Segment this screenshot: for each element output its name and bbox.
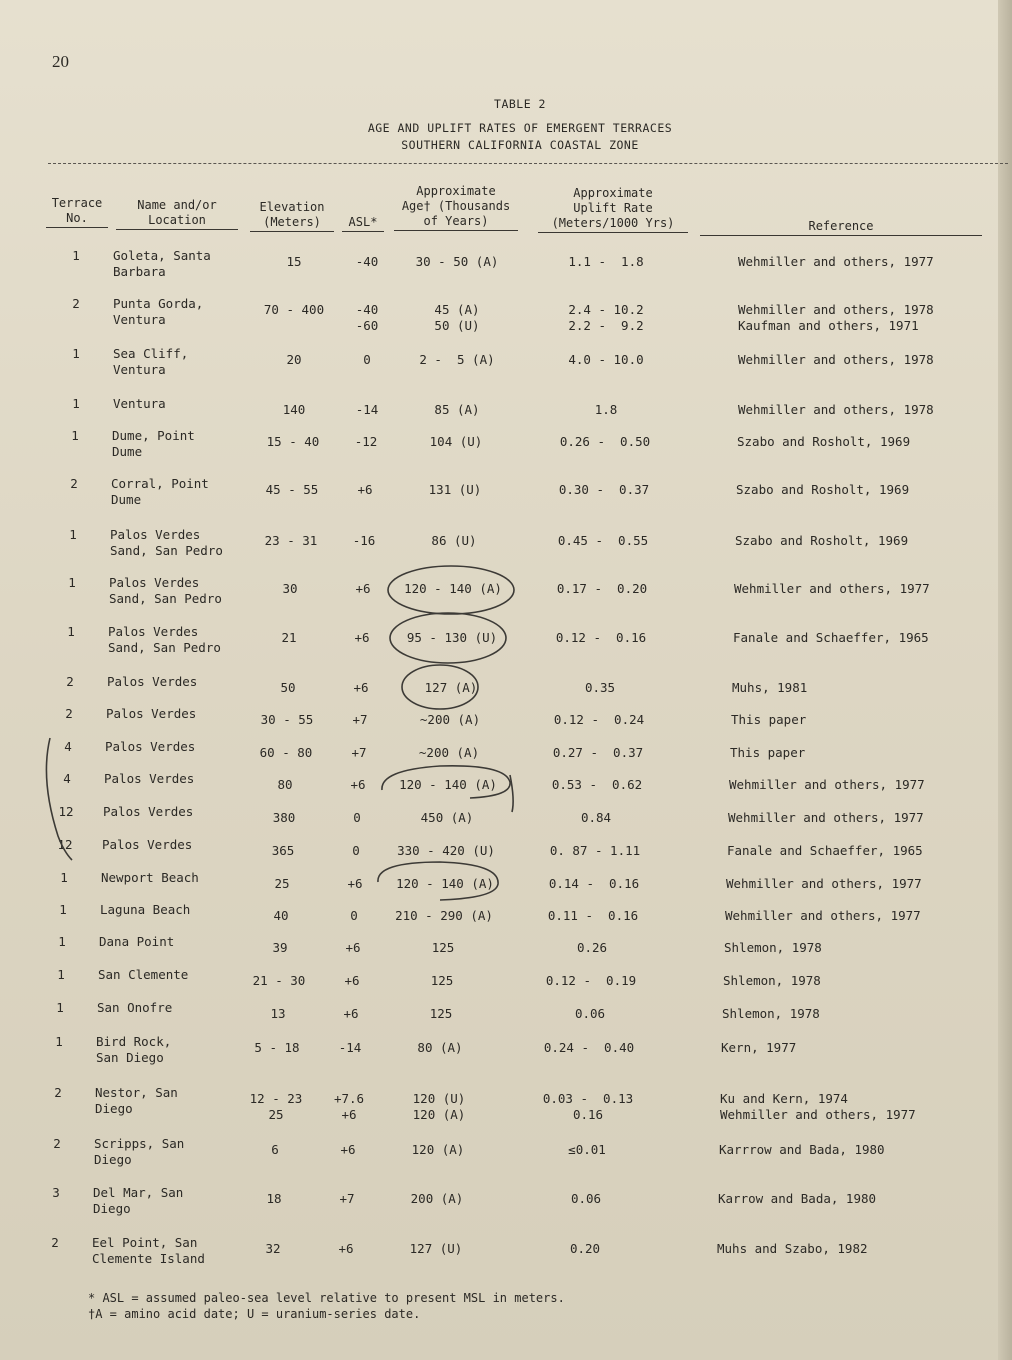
cell-ref: This paper [731,712,807,727]
cell-rate: 0.26 [576,940,608,955]
cell-age: 330 - 420 (U) [397,843,495,858]
cell-rate: 0.26 - 0.50 [559,434,651,449]
cell-elev: 13 [270,1006,286,1021]
cell-name: Sand, San Pedro [108,640,221,655]
cell-elev: 39 [272,940,288,955]
cell-ref: Szabo and Rosholt, 1969 [736,482,910,497]
cell-elev: 25 [274,876,290,891]
cell-name: Scripps, San [94,1136,185,1151]
cell-asl: +6 [350,777,366,792]
header-rate-line2: Uplift Rate [573,201,653,215]
cell-elev: 6 [271,1142,279,1157]
cell-name: Diego [95,1101,133,1116]
table-number: TABLE 2 [494,97,546,111]
cell-name: Eel Point, San [92,1235,198,1250]
cell-name: San Diego [96,1050,164,1065]
cell-ref: Wehmiller and others, 1978 [738,402,934,417]
cell-name: Ventura [113,396,166,411]
cell-elev: 45 - 55 [265,482,319,497]
cell-name: Punta Gorda, [113,296,204,311]
cell-no: 4 [63,771,71,786]
cell-age: ~200 (A) [418,745,480,760]
cell-rate: 0.14 - 0.16 [548,876,640,891]
cell-ref: Fanale and Schaeffer, 1965 [733,630,929,645]
cell-elev: 380 [272,810,296,825]
cell-asl: -14 [338,1040,362,1055]
cell-asl: +6 [343,1006,359,1021]
cell-age: 120 (A) [411,1142,465,1157]
cell-name: Bird Rock, [96,1034,172,1049]
cell-name: Palos Verdes [109,575,200,590]
cell-asl: +6 [357,482,373,497]
cell-rate: 0.12 - 0.19 [545,973,637,988]
cell-no: 1 [56,1000,64,1015]
cell-no: 1 [72,396,80,411]
cell-ref: Szabo and Rosholt, 1969 [735,533,909,548]
cell-asl: +6 [347,876,363,891]
cell-age: 125 [429,1006,453,1021]
cell-age: 85 (A) [434,402,480,417]
cell-age: 120 - 140 (A) [396,876,494,891]
cell-rate: 0.06 [570,1191,602,1206]
header-terrace-line1: Terrace [51,196,103,210]
cell-age: 50 (U) [434,318,480,333]
header-terrace-line2: No. [46,211,108,228]
header-name-line2: Location [116,213,238,230]
cell-asl: +6 [340,1142,356,1157]
cell-name: Palos Verdes [108,624,199,639]
cell-rate: 0.12 - 0.24 [553,712,645,727]
header-asl [342,215,384,232]
cell-elev: 25 [268,1107,284,1122]
cell-age: 210 - 290 (A) [395,908,493,923]
cell-rate: 0.30 - 0.37 [558,482,650,497]
cell-ref: Wehmiller and others, 1977 [738,254,934,269]
cell-asl: +7 [351,745,367,760]
cell-age: 125 [430,973,454,988]
cell-rate: 0.11 - 0.16 [547,908,639,923]
cell-name: Palos Verdes [105,739,196,754]
table-row [0,1034,1000,1082]
cell-no: 1 [59,902,67,917]
cell-ref: Muhs, 1981 [732,680,808,695]
cell-rate: 0.16 [572,1107,604,1122]
table-row [0,1185,1000,1233]
cell-asl: +7 [339,1191,355,1206]
cell-elev: 140 [282,402,306,417]
cell-rate: ≤0.01 [568,1142,606,1157]
cell-asl: +6 [341,1107,357,1122]
cell-elev: 20 [286,352,302,367]
cell-name: Nestor, San [95,1085,178,1100]
cell-ref: Wehmiller and others, 1977 [734,581,930,596]
cell-rate: 0.12 - 0.16 [555,630,647,645]
cell-ref: Wehmiller and others, 1977 [729,777,925,792]
cell-no: 2 [54,1085,62,1100]
header-reference [700,219,982,236]
cell-no: 12 [57,837,73,852]
table-row [0,1136,1000,1184]
cell-elev: 18 [266,1191,282,1206]
cell-no: 1 [58,934,66,949]
header-age [394,184,518,231]
table-row [0,476,1000,524]
cell-no: 2 [51,1235,59,1250]
cell-name: Sand, San Pedro [110,543,223,558]
cell-ref: Wehmiller and others, 1978 [738,302,934,317]
cell-ref: Fanale and Schaeffer, 1965 [727,843,923,858]
cell-rate: 0.06 [574,1006,606,1021]
cell-elev: 15 [286,254,302,269]
cell-elev: 365 [271,843,295,858]
cell-name: Ventura [113,362,166,377]
cell-rate: 0.35 [584,680,616,695]
table-row [0,527,1000,575]
header-age-line1: Approximate [416,184,496,198]
cell-no: 4 [64,739,72,754]
cell-no: 2 [53,1136,61,1151]
table-row [0,428,1000,476]
cell-no: 1 [60,870,68,885]
cell-age: 86 (U) [431,533,477,548]
header-asl-text: ASL* [342,215,384,232]
cell-rate: 0. 87 - 1.11 [549,843,641,858]
cell-name: San Onofre [97,1000,173,1015]
cell-ref: Karrow and Bada, 1980 [718,1191,877,1206]
header-elevation-line1: Elevation [259,200,325,214]
cell-elev: 60 - 80 [259,745,313,760]
header-elevation-line2: (Meters) [250,215,334,232]
cell-ref: Wehmiller and others, 1977 [720,1107,916,1122]
header-name [116,198,238,230]
cell-no: 2 [72,296,80,311]
cell-no: 3 [52,1185,60,1200]
cell-rate: 1.8 [594,402,618,417]
cell-no: 1 [69,527,77,542]
cell-age: ~200 (A) [419,712,481,727]
cell-asl: +6 [344,973,360,988]
cell-age: 120 - 140 (A) [399,777,497,792]
cell-asl: +7.6 [333,1091,365,1106]
cell-elev: 23 - 31 [264,533,318,548]
cell-rate: 0.27 - 0.37 [552,745,644,760]
cell-rate: 2.2 - 9.2 [568,318,644,333]
cell-ref: Kern, 1977 [721,1040,797,1055]
cell-no: 2 [66,674,74,689]
cell-age: 30 - 50 (A) [415,254,499,269]
cell-name: Laguna Beach [100,902,191,917]
cell-no: 1 [72,346,80,361]
cell-name: Diego [94,1152,132,1167]
cell-age: 450 (A) [420,810,474,825]
cell-rate: 2.4 - 10.2 [568,302,644,317]
footnote-asl: * ASL = assumed paleo-sea level relative to present MSL in meters. [88,1291,565,1305]
cell-name: Palos Verdes [104,771,195,786]
cell-asl: +6 [355,581,371,596]
cell-asl: -16 [352,533,376,548]
cell-elev: 32 [265,1241,281,1256]
table-row [0,1235,1000,1283]
cell-elev: 5 - 18 [254,1040,300,1055]
cell-name: Dana Point [99,934,175,949]
cell-name: Dume [112,444,143,459]
table-subtitle: SOUTHERN CALIFORNIA COASTAL ZONE [401,138,639,152]
cell-asl: +6 [353,680,369,695]
cell-rate: 0.84 [580,810,612,825]
header-rate-line1: Approximate [573,186,653,200]
cell-elev: 80 [277,777,293,792]
cell-age: 120 (U) [412,1091,466,1106]
cell-name: Newport Beach [101,870,199,885]
top-rule [48,163,1008,164]
cell-name: Ventura [113,312,166,327]
cell-rate: 0.17 - 0.20 [556,581,648,596]
cell-name: Sea Cliff, [113,346,189,361]
cell-no: 1 [72,248,80,263]
header-uplift-rate [538,186,688,233]
cell-elev: 12 - 23 [249,1091,303,1106]
cell-age: 104 (U) [429,434,483,449]
cell-elev: 70 - 400 [263,302,325,317]
cell-ref: Shlemon, 1978 [724,940,822,955]
cell-name: Palos Verdes [103,804,194,819]
cell-asl: +6 [354,630,370,645]
cell-no: 2 [65,706,73,721]
table-row [0,248,1000,296]
cell-age: 120 - 140 (A) [404,581,502,596]
cell-name: Barbara [113,264,166,279]
cell-age: 127 (A) [424,680,478,695]
cell-name: Dume [111,492,142,507]
cell-ref: Kaufman and others, 1971 [738,318,919,333]
cell-name: San Clemente [98,967,189,982]
cell-age: 131 (U) [428,482,482,497]
header-terrace-no [46,196,108,228]
cell-asl: -40 [355,302,379,317]
cell-elev: 40 [273,908,289,923]
cell-ref: Shlemon, 1978 [723,973,821,988]
footnote-dates: †A = amino acid date; U = uranium-series date. [88,1307,421,1321]
cell-elev: 15 - 40 [266,434,320,449]
header-rate-line3: (Meters/1000 Yrs) [538,216,688,233]
cell-age: 80 (A) [417,1040,463,1055]
cell-no: 12 [58,804,74,819]
cell-name: Palos Verdes [110,527,201,542]
cell-age: 45 (A) [434,302,480,317]
cell-rate: 0.45 - 0.55 [557,533,649,548]
cell-asl: -60 [355,318,379,333]
cell-no: 2 [70,476,78,491]
cell-name: Goleta, Santa [113,248,211,263]
cell-name: Palos Verdes [106,706,197,721]
cell-no: 1 [71,428,79,443]
cell-name: Diego [93,1201,131,1216]
cell-ref: Karrrow and Bada, 1980 [719,1142,885,1157]
cell-name: Dume, Point [112,428,195,443]
cell-rate: 1.1 - 1.8 [568,254,644,269]
cell-asl: -12 [354,434,378,449]
cell-age: 120 (A) [412,1107,466,1122]
cell-ref: Wehmiller and others, 1977 [728,810,924,825]
cell-no: 1 [68,575,76,590]
cell-ref: Wehmiller and others, 1977 [725,908,921,923]
cell-no: 1 [57,967,65,982]
cell-ref: Szabo and Rosholt, 1969 [737,434,911,449]
cell-asl: +6 [338,1241,354,1256]
cell-age: 127 (U) [409,1241,463,1256]
cell-age: 95 - 130 (U) [406,630,498,645]
cell-age: 2 - 5 (A) [419,352,495,367]
cell-asl: -40 [355,254,379,269]
cell-age: 200 (A) [410,1191,464,1206]
cell-asl: 0 [350,908,358,923]
cell-name: Palos Verdes [102,837,193,852]
cell-ref: Wehmiller and others, 1977 [726,876,922,891]
cell-elev: 21 - 30 [252,973,306,988]
cell-rate: 0.03 - 0.13 [542,1091,634,1106]
cell-ref: Ku and Kern, 1974 [720,1091,848,1106]
header-age-line3: of Years) [394,214,518,231]
table-row [0,575,1000,623]
cell-ref: This paper [730,745,806,760]
table-row [0,624,1000,672]
cell-name: Sand, San Pedro [109,591,222,606]
cell-rate: 4.0 - 10.0 [568,352,644,367]
header-name-line1: Name and/or [137,198,217,212]
cell-asl: +6 [345,940,361,955]
cell-ref: Wehmiller and others, 1978 [738,352,934,367]
cell-asl: 0 [352,843,360,858]
cell-no: 1 [55,1034,63,1049]
header-reference-text: Reference [700,219,982,236]
header-elevation [250,200,334,232]
cell-name: Del Mar, San [93,1185,184,1200]
table-row [0,346,1000,394]
cell-ref: Shlemon, 1978 [722,1006,820,1021]
cell-elev: 21 [281,630,297,645]
cell-age: 125 [431,940,455,955]
cell-rate: 0.20 [569,1241,601,1256]
cell-name: Corral, Point [111,476,209,491]
cell-asl: 0 [363,352,371,367]
cell-asl: +7 [352,712,368,727]
cell-no: 1 [67,624,75,639]
table-title: AGE AND UPLIFT RATES OF EMERGENT TERRACES [367,121,673,135]
cell-elev: 50 [280,680,296,695]
cell-elev: 30 [282,581,298,596]
cell-name: Clemente Island [92,1251,205,1266]
table-row [0,296,1000,344]
cell-name: Palos Verdes [107,674,198,689]
table-row [0,1085,1000,1133]
cell-asl: 0 [353,810,361,825]
cell-elev: 30 - 55 [260,712,314,727]
cell-ref: Muhs and Szabo, 1982 [717,1241,868,1256]
page-number: 20 [52,52,69,71]
cell-asl: -14 [355,402,379,417]
header-age-line2: Age† (Thousands [401,199,511,213]
cell-rate: 0.24 - 0.40 [543,1040,635,1055]
cell-rate: 0.53 - 0.62 [551,777,643,792]
